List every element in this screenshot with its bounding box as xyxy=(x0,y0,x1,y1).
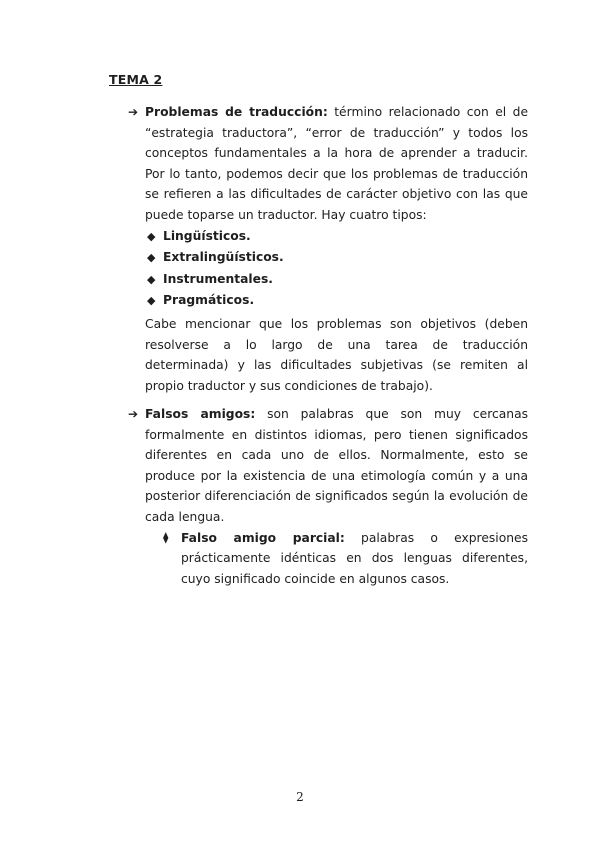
section-falsos-amigos xyxy=(128,404,528,589)
section-term: Falsos amigos: xyxy=(145,407,256,421)
types-list xyxy=(128,226,528,312)
section-paragraph xyxy=(145,404,528,528)
page-heading: TEMA 2 xyxy=(109,72,163,87)
page-number: 2 xyxy=(296,790,304,804)
section-paragraph xyxy=(145,102,528,226)
diamond-icon: ◆ xyxy=(147,272,156,286)
list-item: ◆ Lingüísticos. xyxy=(147,226,528,248)
list-item: ◆ Extralingüísticos. xyxy=(147,247,528,269)
section-term: Problemas de traducción: xyxy=(145,105,328,119)
diamond-icon: ◆ xyxy=(147,229,156,243)
sub-text: palabras o expresiones prácticamente idénticas en dos lenguas diferentes, cuyo significado coincide en algunos casos. xyxy=(181,530,528,586)
section-text: son palabras que son muy cercanas formalmente en distintos idiomas, pero tienen significados diferentes en cada uno de ellos. Normalmente, esto se produce por la existencia de una etimología común y a una posterior diferenciación de significados según la evolución de cada lengua. xyxy=(145,407,529,524)
list-item: ◆ Instrumentales. xyxy=(147,269,528,291)
section-problemas xyxy=(128,102,528,396)
sub-term: Falso amigo parcial: xyxy=(181,530,345,545)
section-text: término relacionado con el de “estrategia traductora”, “error de traducción” y todos los conceptos fundamentales a la hora de aprender a traducir. Por lo tanto, podemos decir que los problemas de traducción se refieren a las dificultades de carácter objetivo con las que puede toparse un traductor. Hay cuatro tipos: xyxy=(145,105,529,222)
arrow-icon: ➔ xyxy=(128,105,139,119)
list-item: ◆ Pragmáticos. xyxy=(147,290,528,312)
sub-item-falso-amigo-parcial xyxy=(163,528,528,590)
after-list-paragraph: Cabe mencionar que los problemas son objetivos (deben resolverse a lo largo de una tarea de traducción determinada) y las dificultades subjetivas (se remiten al propio traductor y sus condiciones de trabajo). xyxy=(145,316,528,393)
diamond-icon: ◆ xyxy=(147,251,156,265)
arrow-icon: ➔ xyxy=(128,407,139,421)
small-diamond-icon: ⧫ xyxy=(163,530,169,544)
diamond-icon: ◆ xyxy=(147,294,156,308)
